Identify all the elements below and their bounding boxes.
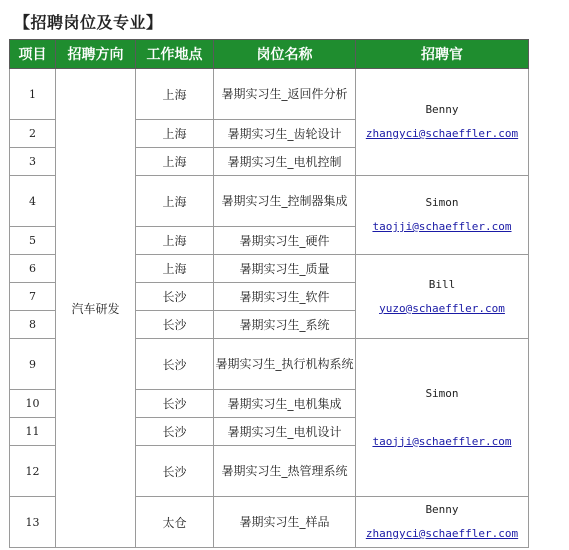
row-number: 4 (10, 176, 56, 227)
work-location: 长沙 (136, 339, 214, 390)
recruiter-name: Simon (425, 386, 459, 400)
header-direction: 招聘方向 (56, 40, 136, 69)
position-name: 暑期实习生_硬件 (214, 227, 356, 255)
row-number: 11 (10, 418, 56, 446)
work-location: 长沙 (136, 390, 214, 418)
row-number: 6 (10, 255, 56, 283)
work-location: 上海 (136, 148, 214, 176)
recruiter-name: Simon (425, 196, 459, 209)
position-name: 暑期实习生_热管理系统 (214, 446, 356, 497)
recruiter-name: Bill (428, 277, 456, 291)
row-number: 3 (10, 148, 56, 176)
position-name: 暑期实习生_电机控制 (214, 148, 356, 176)
position-name: 暑期实习生_返回件分析 (214, 69, 356, 120)
recruiter-email-link[interactable]: zhangyci@schaeffler.com (365, 527, 519, 540)
table-header-row (10, 40, 529, 69)
recruiter-email-link[interactable]: yuzo@schaeffler.com (379, 301, 505, 315)
recruiter-name: Benny (425, 103, 459, 116)
row-number: 10 (10, 390, 56, 418)
work-location: 上海 (136, 227, 214, 255)
work-location: 长沙 (136, 311, 214, 339)
position-name: 暑期实习生_质量 (214, 255, 356, 283)
work-location: 上海 (136, 176, 214, 227)
recruiter-cell (356, 69, 529, 176)
header-location: 工作地点 (136, 40, 214, 69)
row-number: 8 (10, 311, 56, 339)
position-name: 暑期实习生_齿轮设计 (214, 120, 356, 148)
row-number: 5 (10, 227, 56, 255)
work-location: 太仓 (136, 497, 214, 548)
work-location: 长沙 (136, 283, 214, 311)
row-number: 7 (10, 283, 56, 311)
position-name: 暑期实习生_系统 (214, 311, 356, 339)
position-name: 暑期实习生_电机设计 (214, 418, 356, 446)
row-number: 1 (10, 69, 56, 120)
recruiter-spacer (356, 406, 528, 430)
row-number: 9 (10, 339, 56, 390)
recruiter-cell (356, 255, 529, 339)
recruitment-table (9, 39, 529, 548)
recruiter-email-link[interactable]: taojji@schaeffler.com (372, 220, 512, 233)
work-location: 长沙 (136, 418, 214, 446)
position-name: 暑期实习生_电机集成 (214, 390, 356, 418)
header-recruiter: 招聘官 (356, 40, 529, 69)
recruiter-name: Benny (425, 503, 459, 516)
recruiter-cell (356, 176, 529, 255)
position-name: 暑期实习生_样品 (214, 497, 356, 548)
recruiter-cell (356, 339, 529, 497)
position-name: 暑期实习生_执行机构系统 (214, 339, 356, 390)
recruit-direction-cell: 汽车研发 (56, 69, 136, 548)
work-location: 长沙 (136, 446, 214, 497)
row-number: 2 (10, 120, 56, 148)
recruiter-cell (356, 497, 529, 548)
work-location: 上海 (136, 120, 214, 148)
header-position: 岗位名称 (214, 40, 356, 69)
row-number: 12 (10, 446, 56, 497)
header-item-no: 项目 (10, 40, 56, 69)
position-name: 暑期实习生_软件 (214, 283, 356, 311)
recruiter-email-link[interactable]: zhangyci@schaeffler.com (365, 127, 519, 140)
row-number: 13 (10, 497, 56, 548)
table-row (10, 69, 529, 120)
position-name: 暑期实习生_控制器集成 (214, 176, 356, 227)
recruiter-email-link[interactable]: taojji@schaeffler.com (372, 434, 512, 448)
section-title: 【招聘岗位及专业】 (14, 13, 163, 32)
work-location: 上海 (136, 69, 214, 120)
work-location: 上海 (136, 255, 214, 283)
